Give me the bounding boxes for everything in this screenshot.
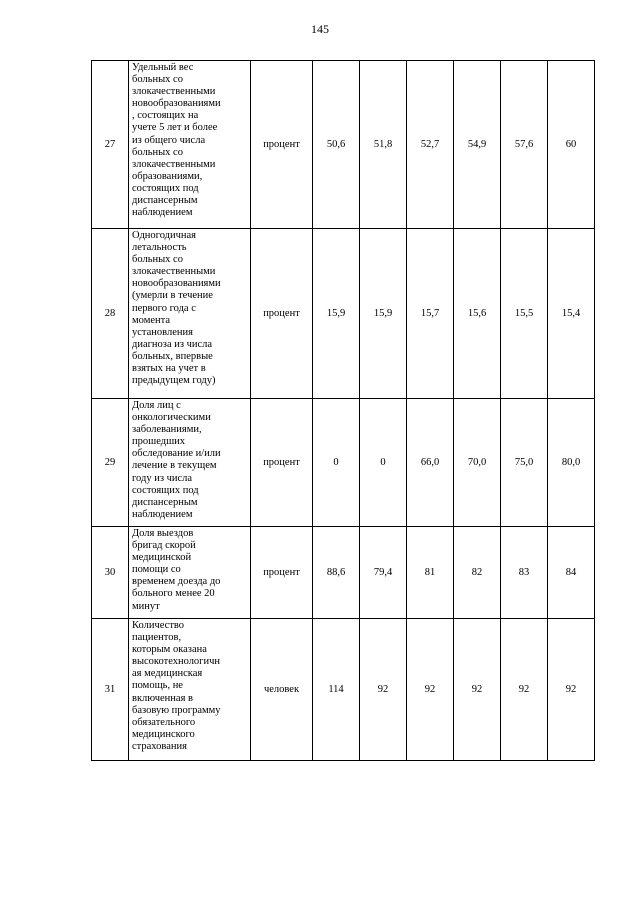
value-cell: 92 <box>407 619 454 761</box>
value-cell: 92 <box>548 619 595 761</box>
value-cell: 92 <box>501 619 548 761</box>
indicator-name: Доля выездов бригад скорой медицинской помощи со временем доезда до больного менее 20 минут <box>129 527 251 619</box>
value-cell: 15,9 <box>360 229 407 399</box>
value-cell: 66,0 <box>407 399 454 527</box>
value-cell: 60 <box>548 61 595 229</box>
page-number: 145 <box>311 22 329 36</box>
value-cell: 83 <box>501 527 548 619</box>
unit-cell: процент <box>251 61 313 229</box>
value-cell: 52,7 <box>407 61 454 229</box>
value-cell: 15,9 <box>313 229 360 399</box>
indicator-name: Одногодичная летальность больных со злокачественными новообразованиями (умерли в течение первого года с момента установления диагноза из числа больных, впервые взятых на учет в предыдущем году) <box>129 229 251 399</box>
value-cell: 15,5 <box>501 229 548 399</box>
value-cell: 81 <box>407 527 454 619</box>
value-cell: 75,0 <box>501 399 548 527</box>
value-cell: 114 <box>313 619 360 761</box>
table-row <box>92 619 595 761</box>
value-cell: 79,4 <box>360 527 407 619</box>
table-row <box>92 399 595 527</box>
value-cell: 50,6 <box>313 61 360 229</box>
value-cell: 15,6 <box>454 229 501 399</box>
indicators-table <box>91 60 595 761</box>
unit-cell: процент <box>251 399 313 527</box>
table-row <box>92 229 595 399</box>
value-cell: 92 <box>360 619 407 761</box>
value-cell: 92 <box>454 619 501 761</box>
value-cell: 51,8 <box>360 61 407 229</box>
value-cell: 15,7 <box>407 229 454 399</box>
row-number: 30 <box>92 527 129 619</box>
value-cell: 80,0 <box>548 399 595 527</box>
value-cell: 82 <box>454 527 501 619</box>
value-cell: 88,6 <box>313 527 360 619</box>
value-cell: 70,0 <box>454 399 501 527</box>
value-cell: 84 <box>548 527 595 619</box>
indicator-name: Доля лиц с онкологическими заболеваниями, прошедших обследование и/или лечение в текущем году из числа состоящих под диспансерным наблюдением <box>129 399 251 527</box>
unit-cell: процент <box>251 229 313 399</box>
value-cell: 0 <box>313 399 360 527</box>
value-cell: 54,9 <box>454 61 501 229</box>
row-number: 27 <box>92 61 129 229</box>
unit-cell: процент <box>251 527 313 619</box>
table-row <box>92 61 595 229</box>
unit-cell: человек <box>251 619 313 761</box>
table-row <box>92 527 595 619</box>
row-number: 29 <box>92 399 129 527</box>
row-number: 31 <box>92 619 129 761</box>
indicator-name: Количество пациентов, которым оказана высокотехнологичн ая медицинская помощь, не включенная в базовую программу обязательного медицинского страхования <box>129 619 251 761</box>
value-cell: 0 <box>360 399 407 527</box>
indicator-name: Удельный вес больных со злокачественными новообразованиями , состоящих на учете 5 лет и более из общего числа больных со злокачественными образованиями, состоящих под диспансерным наблюдением <box>129 61 251 229</box>
value-cell: 15,4 <box>548 229 595 399</box>
row-number: 28 <box>92 229 129 399</box>
value-cell: 57,6 <box>501 61 548 229</box>
